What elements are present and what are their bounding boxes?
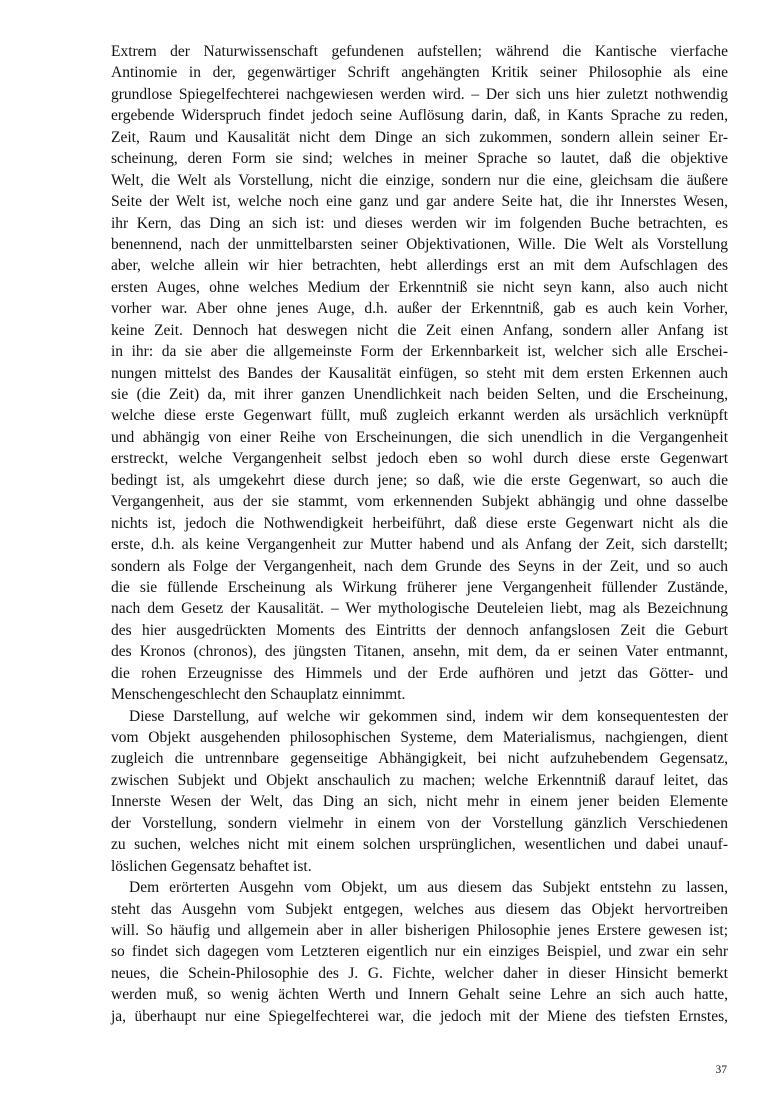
text-line: werden muß, so wenig ächten Werth und Innern Gehalt seine Lehre an sich auch hatte, <box>111 986 728 1004</box>
text-line: Extrem der Naturwissenschaft gefundenen aufstellen; während die Kantische vierfache <box>111 43 728 60</box>
body-text <box>111 41 728 1027</box>
text-line: will. So häufig und allgemein aber in aller bisherigen Philosophie jenes Erstere gewesen ist; <box>111 921 728 939</box>
text-line: nungen mittelst des Bandes der Kausalität einfügen, so steht mit dem ersten Erkennen auch <box>111 364 728 382</box>
text-line: nichts ist, jedoch die Nothwendigkeit herbeiführt, daß diese erste Gegenwart nicht als die <box>111 514 728 532</box>
text-line: aber, welche allein wir hier betrachten, hebt allerdings erst an mit dem Aufschlagen des <box>111 257 728 275</box>
text-line: ergebende Widerspruch findet jedoch seine Auflösung darin, daß, in Kants Sprache zu reden, <box>111 107 728 125</box>
text-line: Dem erörterten Ausgehn vom Objekt, um aus diesem das Subjekt entstehn zu lassen, <box>129 879 728 897</box>
text-line: so findet sich dagegen vom Letzteren eigentlich nur ein einziges Beispiel, und zwar ein sehr <box>111 943 728 961</box>
text-line: die sie füllende Erscheinung als Wirkung früherer jene Vergangenheit füllender Zustände, <box>111 578 728 596</box>
text-line: zugleich die untrennbare gegenseitige Abhängigkeit, bei nicht aufzuhebendem Gegensatz, <box>111 750 728 768</box>
text-line: welche diese erste Gegenwart füllt, muß zugleich erkannt werden als ursächlich verknüpft <box>111 407 728 425</box>
text-line: des Kronos (chronos), des jüngsten Titanen, ansehn, mit dem, da er seinen Vater entmannt, <box>111 643 728 661</box>
text-line: ersten Auges, ohne welches Medium der Erkenntniß sie nicht seyn kann, also auch nicht <box>111 278 728 296</box>
text-line: sie (die Zeit) da, mit ihrer ganzen Unendlichkeit nach beiden Selten, und die Erscheinung, <box>111 386 728 403</box>
text-line: Zeit, Raum und Kausalität nicht dem Dinge an sich zukommen, sondern allein seiner Er- <box>111 128 728 146</box>
text-line: nach dem Gesetz der Kausalität. – Wer mythologische Deuteleien liebt, mag als Bezeichnung <box>111 600 728 618</box>
page-number: 37 <box>715 1064 727 1076</box>
text-line: ihr Kern, das Ding an sich ist: und dieses werden wir im folgenden Buche betrachten, es <box>111 214 728 232</box>
text-line: sondern als Folge der Vergangenheit, nach dem Grunde des Seyns in der Zeit, und so auch <box>111 557 728 575</box>
text-line: des hier ausgedrückten Moments des Eintritts der dennoch anfangslosen Zeit die Geburt <box>111 621 728 639</box>
text-line: die rohen Erzeugnisse des Himmels und der Erde aufhören und jetzt das Götter- und <box>111 664 728 682</box>
text-line: scheinung, deren Form sie sind; welches in meiner Sprache so lautet, daß die objektive <box>111 150 728 168</box>
text-line: Vergangenheit, aus der sie stammt, vom erkennenden Subjekt abhängig und ohne dasselbe <box>111 493 728 511</box>
text-line: zu suchen, welches nicht mit einem solchen ursprünglichen, wesentlichen und dabei unauf- <box>111 836 728 854</box>
text-line: keine Zeit. Dennoch hat deswegen nicht die Zeit einen Anfang, sondern aller Anfang ist <box>111 321 728 339</box>
text-line: löslichen Gegensatz behaftet ist. <box>111 857 312 875</box>
text-line: Welt, die Welt als Vorstellung, nicht die einzige, sondern nur die eine, gleichsam die äußere <box>111 171 728 189</box>
text-line: bedingt ist, als umgekehrt diese durch jene; so daß, wie die erste Gegenwart, so auch die <box>111 471 728 489</box>
text-line: vom Objekt ausgehenden philosophischen Systeme, dem Materialismus, nachgiengen, dient <box>111 729 728 746</box>
text-line: neues, die Schein-Philosophie des J. G. Fichte, welcher daher in dieser Hinsicht bemerkt <box>111 964 728 982</box>
text-line: in ihr: da sie aber die allgemeinste Form der Erkennbarkeit ist, welcher sich alle Erschei- <box>111 343 728 361</box>
text-line: Antinomie in der, gegenwärtiger Schrift angehängten Kritik seiner Philosophie als eine <box>111 64 728 82</box>
text-line: der Vorstellung, sondern vielmehr in einem von der Vorstellung gänzlich Verschiedenen <box>111 814 728 832</box>
text-line: steht das Ausgehn vom Subjekt entgegen, welches aus diesem das Objekt hervortreiben <box>111 900 728 918</box>
text-line: und abhängig von einer Reihe von Erscheinungen, die sich unendlich in die Vergangenheit <box>111 428 728 446</box>
text-line: grundlose Spiegelfechterei nachgewiesen werden wird. – Der sich uns hier zuletzt nothwendig <box>111 85 728 103</box>
text-line: erstreckt, welche Vergangenheit selbst jedoch eben so wohl durch diese erste Gegenwart <box>111 450 728 468</box>
text-line: ja, überhaupt nur eine Spiegelfechterei war, die jedoch mit der Miene des tiefsten Ernstes, <box>111 1007 728 1025</box>
text-line: erste, d.h. als keine Vergangenheit zur Mutter habend und als Anfang der Zeit, sich darstellt; <box>111 536 728 554</box>
text-line: Seite der Welt ist, welche noch eine ganz und gar andere Seite hat, die ihr Innerstes Wesen, <box>111 193 728 211</box>
text-line: Menschengeschlecht den Schauplatz einnimmt. <box>111 686 406 704</box>
text-line: benennend, nach der unmittelbarsten seiner Objektivationen, Wille. Die Welt als Vorstellung <box>111 235 728 253</box>
text-line: Innerste Wesen der Welt, das Ding an sich, nicht mehr in einem jener beiden Elemente <box>111 793 728 811</box>
text-line: Diese Darstellung, auf welche wir gekommen sind, indem wir dem konsequentesten der <box>129 707 728 725</box>
text-line: zwischen Subjekt und Objekt anschaulich zu machen; welche Erkenntniß darauf leitet, das <box>111 771 728 789</box>
text-line: vorher war. Aber ohne jenes Auge, d.h. außer der Erkenntniß, gab es auch kein Vorher, <box>111 300 728 318</box>
